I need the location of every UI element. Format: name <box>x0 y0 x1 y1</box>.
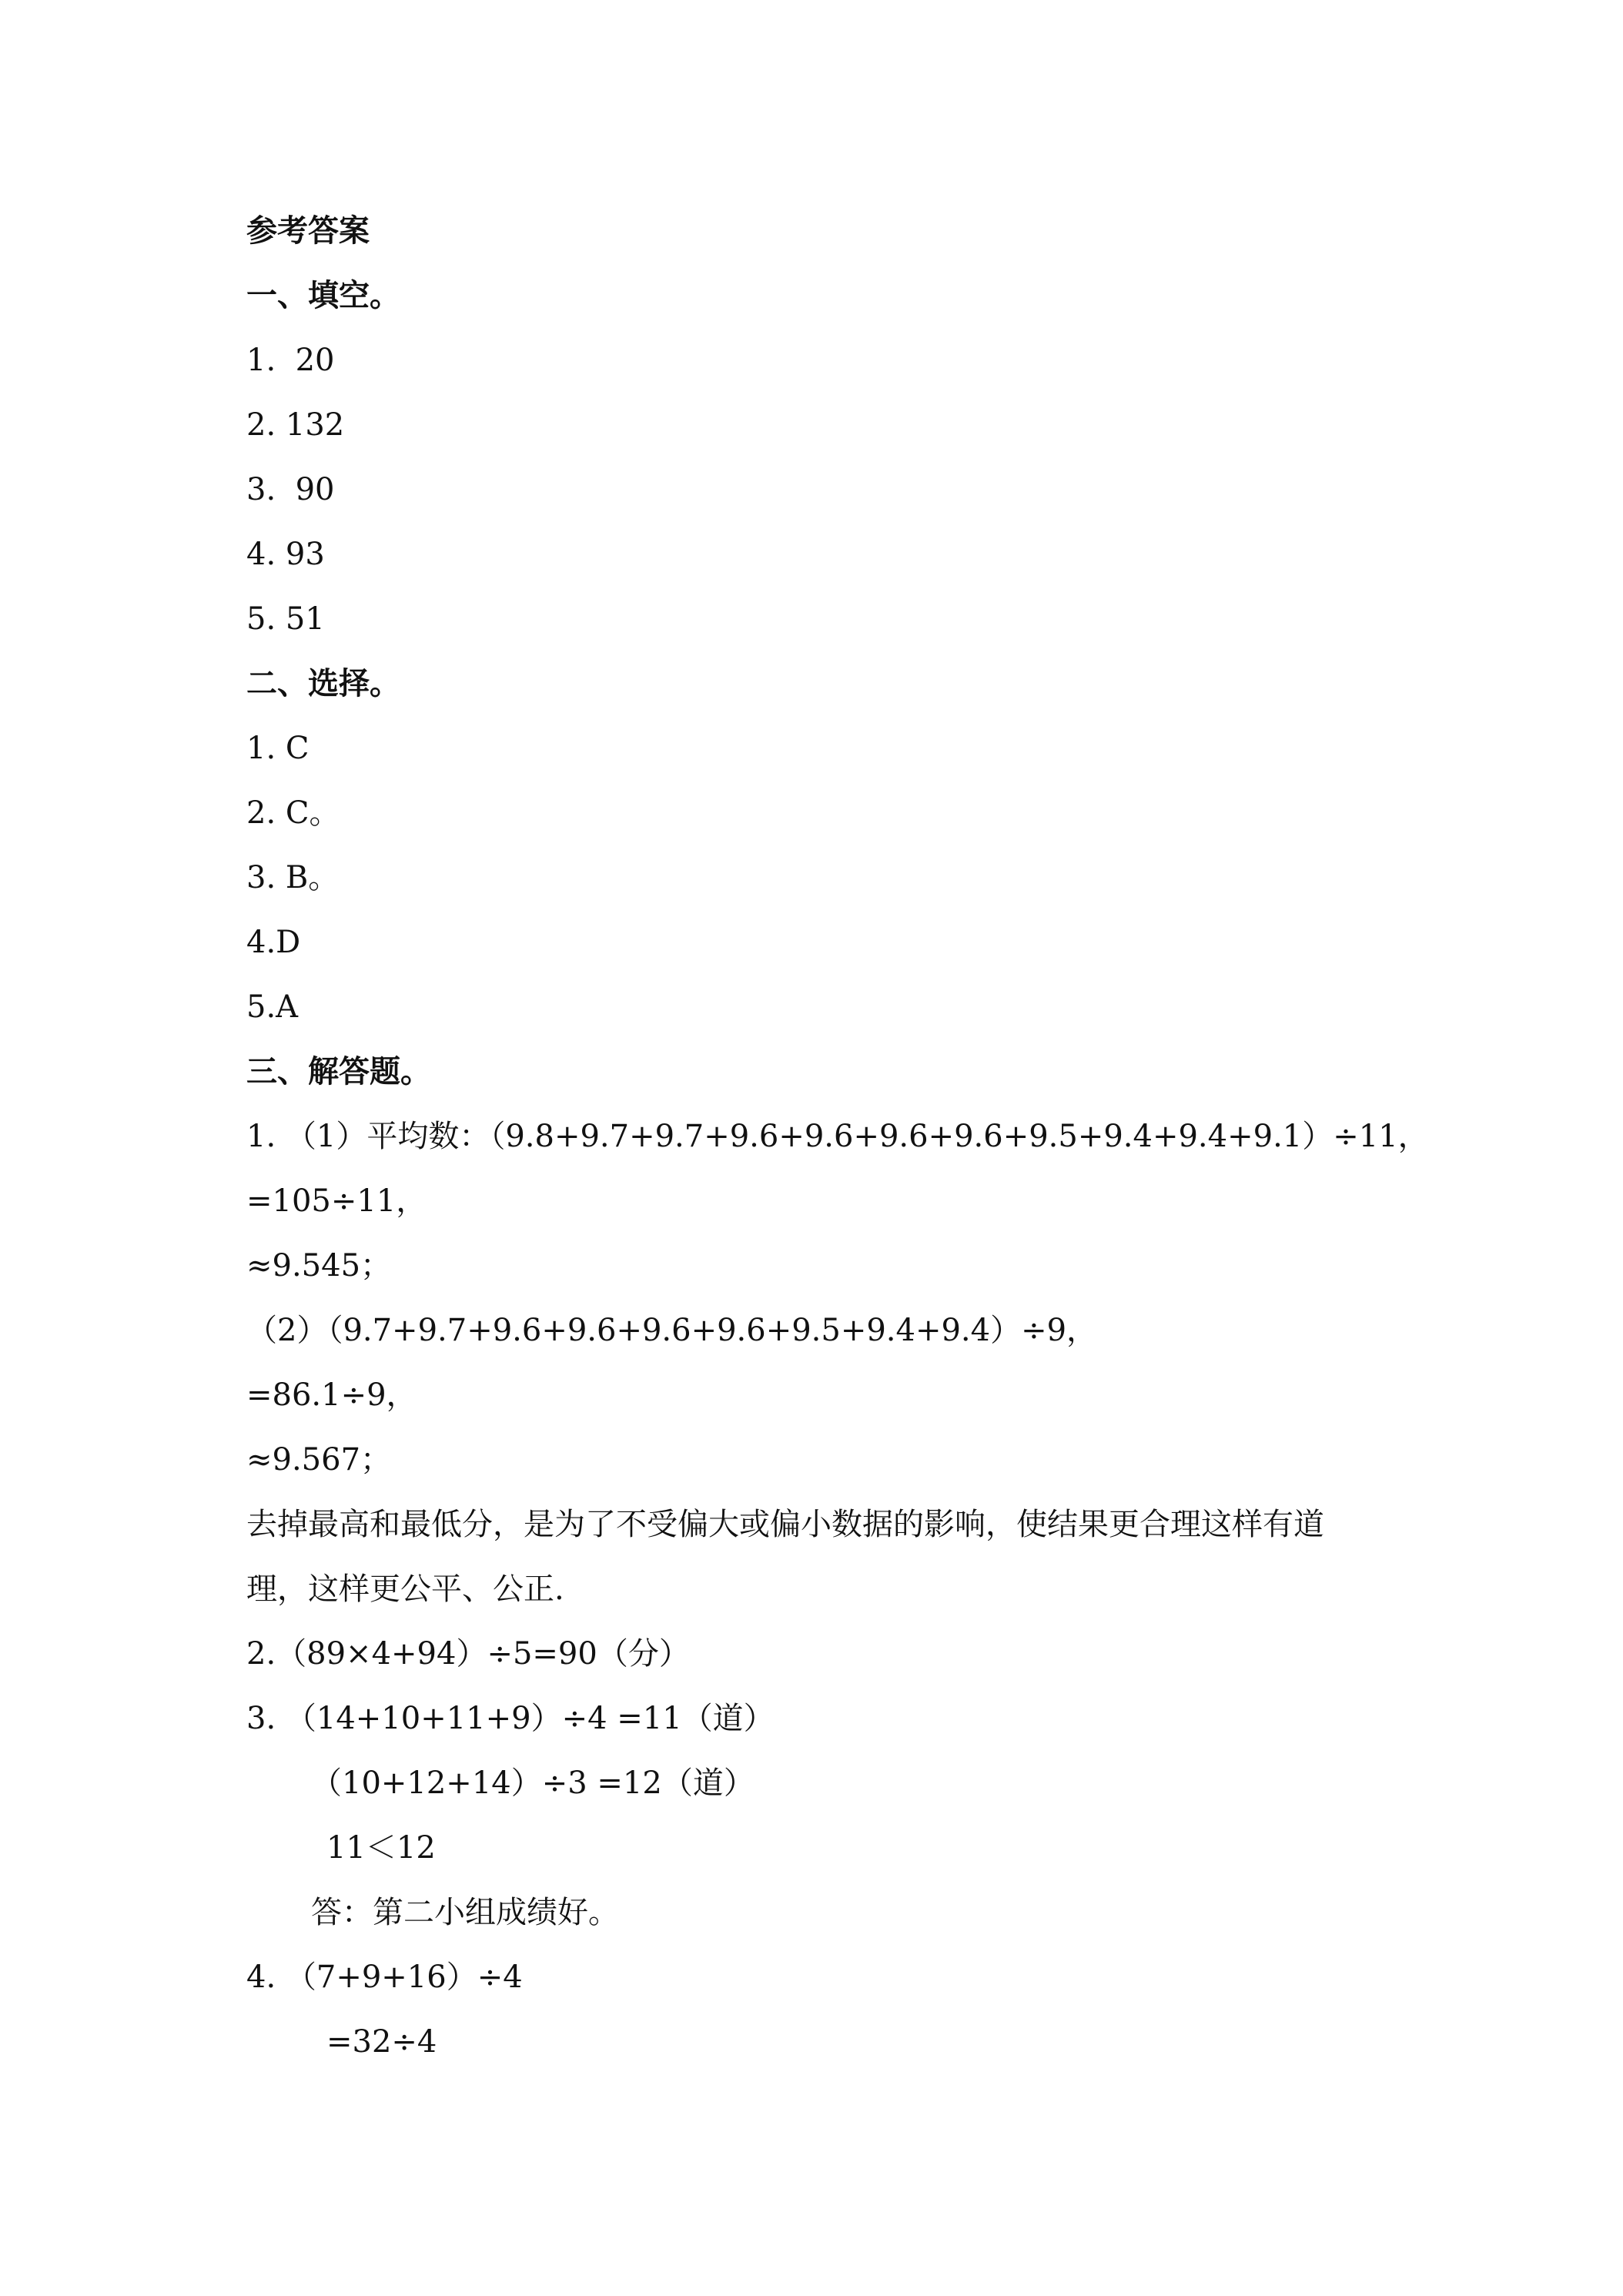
answer-line: 3. 90 <box>246 472 335 507</box>
section-heading-fill-blanks: 一、填空。 <box>246 277 400 313</box>
answer-line: 答：第二小组成绩好。 <box>311 1895 619 1930</box>
answer-line: （10+12+14）÷3 =12（道） <box>311 1766 755 1801</box>
answer-line: 5.A <box>246 989 299 1025</box>
answer-line: =86.1÷9， <box>246 1377 417 1413</box>
section-heading-word-problems: 三、解答题。 <box>246 1053 431 1089</box>
answer-line: 1. C <box>246 731 310 766</box>
answer-line: 1. （1）平均数：（9.8+9.7+9.7+9.6+9.6+9.6+9.6+9.5+9.4+9.4+9.1）÷11， <box>246 1119 1429 1154</box>
answer-line: =105÷11， <box>246 1183 427 1219</box>
answer-line: 3. （14+10+11+9）÷4 =11（道） <box>246 1701 775 1736</box>
answer-line: 4.D <box>246 925 301 960</box>
answer-line: 4. （7+9+16）÷4 <box>246 1960 523 1995</box>
answer-line: 理，这样更公平、公正. <box>246 1571 564 1607</box>
answer-line: 11＜12 <box>326 1830 436 1866</box>
answer-line: 1. 20 <box>246 343 335 378</box>
answer-line: 5. 51 <box>246 601 325 637</box>
answer-line: 去掉最高和最低分，是为了不受偏大或偏小数据的影响，使结果更合理这样有道 <box>246 1507 1324 1542</box>
answer-title: 参考答案 <box>246 213 370 249</box>
answer-line: 2.（89×4+94）÷5=90（分） <box>246 1636 690 1672</box>
answer-line: ≈9.545； <box>246 1248 392 1284</box>
section-heading-multiple-choice: 二、选择。 <box>246 665 400 701</box>
answer-line: （2）（9.7+9.7+9.6+9.6+9.6+9.6+9.5+9.4+9.4）÷9， <box>246 1313 1098 1348</box>
answer-line: 3. B。 <box>246 860 340 895</box>
answer-line: =32÷4 <box>326 2024 437 2060</box>
answer-line: 2. C。 <box>246 795 340 831</box>
answer-line: 4. 93 <box>246 537 325 572</box>
answer-line: ≈9.567； <box>246 1442 392 1478</box>
answer-line: 2. 132 <box>246 407 345 443</box>
